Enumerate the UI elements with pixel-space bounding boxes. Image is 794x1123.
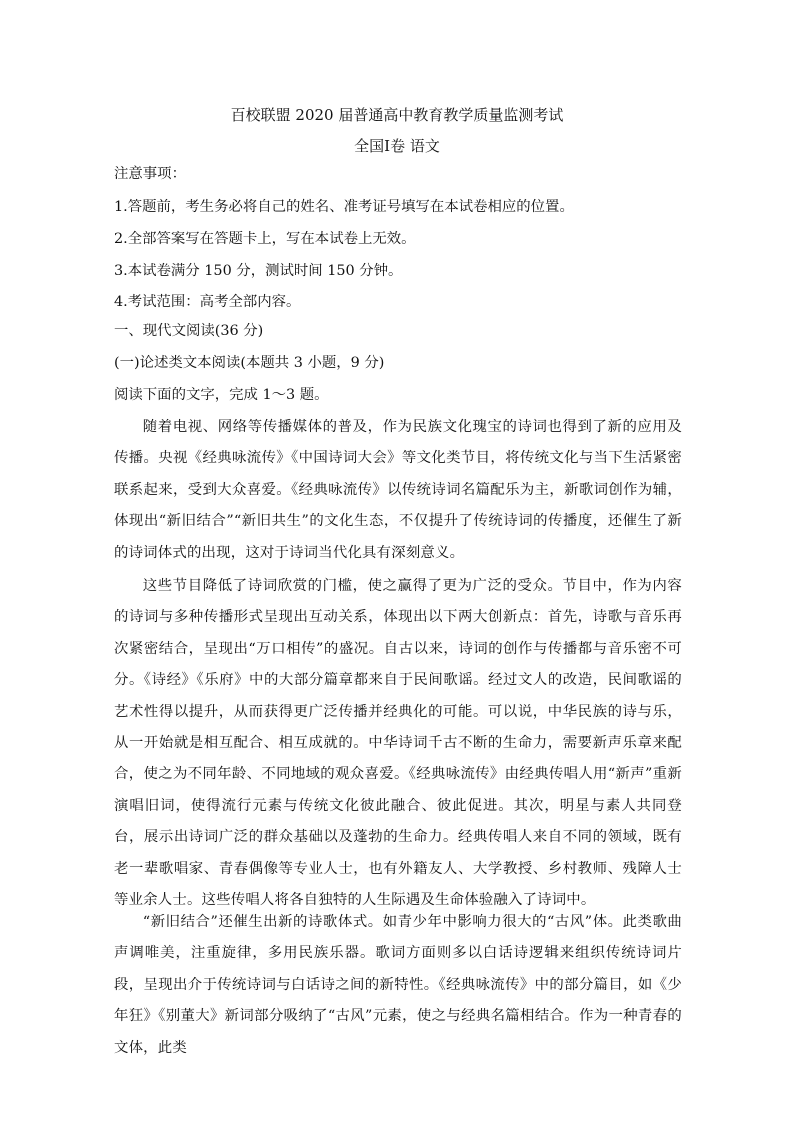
article-paragraph-3: “新旧结合”还催生出新的诗歌体式。如青少年中影响力很大的“古风”体。此类歌曲声调唯美，注重旋律，多用民族乐器。歌词方面则多以白话诗逻辑来组织传统诗词片段，呈现出介于传统诗词与白话诗之间的新特性。《经典咏流传》中的部分篇目，如《少年狂》《别董大》新词部分吸纳了“古风”元素，使之与经典名篇相结合。作为一种青春的文体，此类 <box>114 914 682 1056</box>
notice-item-3: 3.本试卷满分 150 分，测试时间 150 分钟。 <box>114 263 403 279</box>
notice-item-4: 4.考试范围：高考全部内容。 <box>114 294 301 310</box>
section-heading: 一、现代文阅读(36 分) <box>114 323 264 339</box>
notice-item-2: 2.全部答案写在答题卡上，写在本试卷上无效。 <box>114 231 416 247</box>
article-paragraph-2: 这些节目降低了诗词欣赏的门槛，使之赢得了更为广泛的受众。节目中，作为内容的诗词与多种传播形式呈现出互动关系，体现出以下两大创新点：首先，诗歌与音乐再次紧密结合，呈现出“万口相传”的盛况。自古以来，诗词的创作与传播都与音乐密不可分。《诗经》《乐府》中的大部分篇章都来自于民间歌谣。经过文人的改造，民间歌谣的艺术性得以提升，从而获得更广泛传播并经典化的可能。可以说，中华民族的诗与乐，从一开始就是相互配合、相互成就的。中华诗词千古不断的生命力，需要新声乐章来配合，使之为不同年龄、不同地域的观众喜爱。《经典咏流传》由经典传唱人用“新声”重新演唱旧词，使得流行元素与传统文化彼此融合、彼此促进。其次，明星与素人共同登台，展示出诗词广泛的群众基础以及蓬勃的生命力。经典传唱人来自不同的领域，既有老一辈歌唱家、青春偶像等专业人士，也有外籍友人、大学教授、乡村教师、残障人士等业余人士。这些传唱人将各自独特的人生际遇及生命体验融入了诗词中。 <box>114 578 682 909</box>
exam-title: 百校联盟 2020 届普通高中教育教学质量监测考试 <box>230 106 564 124</box>
section-subheading: (一)论述类文本阅读(本题共 3 小题，9 分) <box>114 355 385 371</box>
notice-heading: 注意事项： <box>114 166 186 182</box>
exam-subtitle: 全国I卷 语文 <box>354 137 440 155</box>
reading-instruction: 阅读下面的文字，完成 1～3 题。 <box>114 387 329 403</box>
article-paragraph-1: 随着电视、网络等传播媒体的普及，作为民族文化瑰宝的诗词也得到了新的应用及传播。央视《经典咏流传》《中国诗词大会》等文化类节目，将传统文化与当下生活紧密联系起来，受到大众喜爱。《经典咏流传》以传统诗词名篇配乐为主，新歌词创作为辅，体现出“新旧结合”“新旧共生”的文化生态，不仅提升了传统诗词的传播度，还催生了新的诗词体式的出现，这对于诗词当代化具有深刻意义。 <box>114 419 682 561</box>
notice-item-1: 1.答题前，考生务必将自己的姓名、准考证号填写在本试卷相应的位置。 <box>114 199 574 215</box>
